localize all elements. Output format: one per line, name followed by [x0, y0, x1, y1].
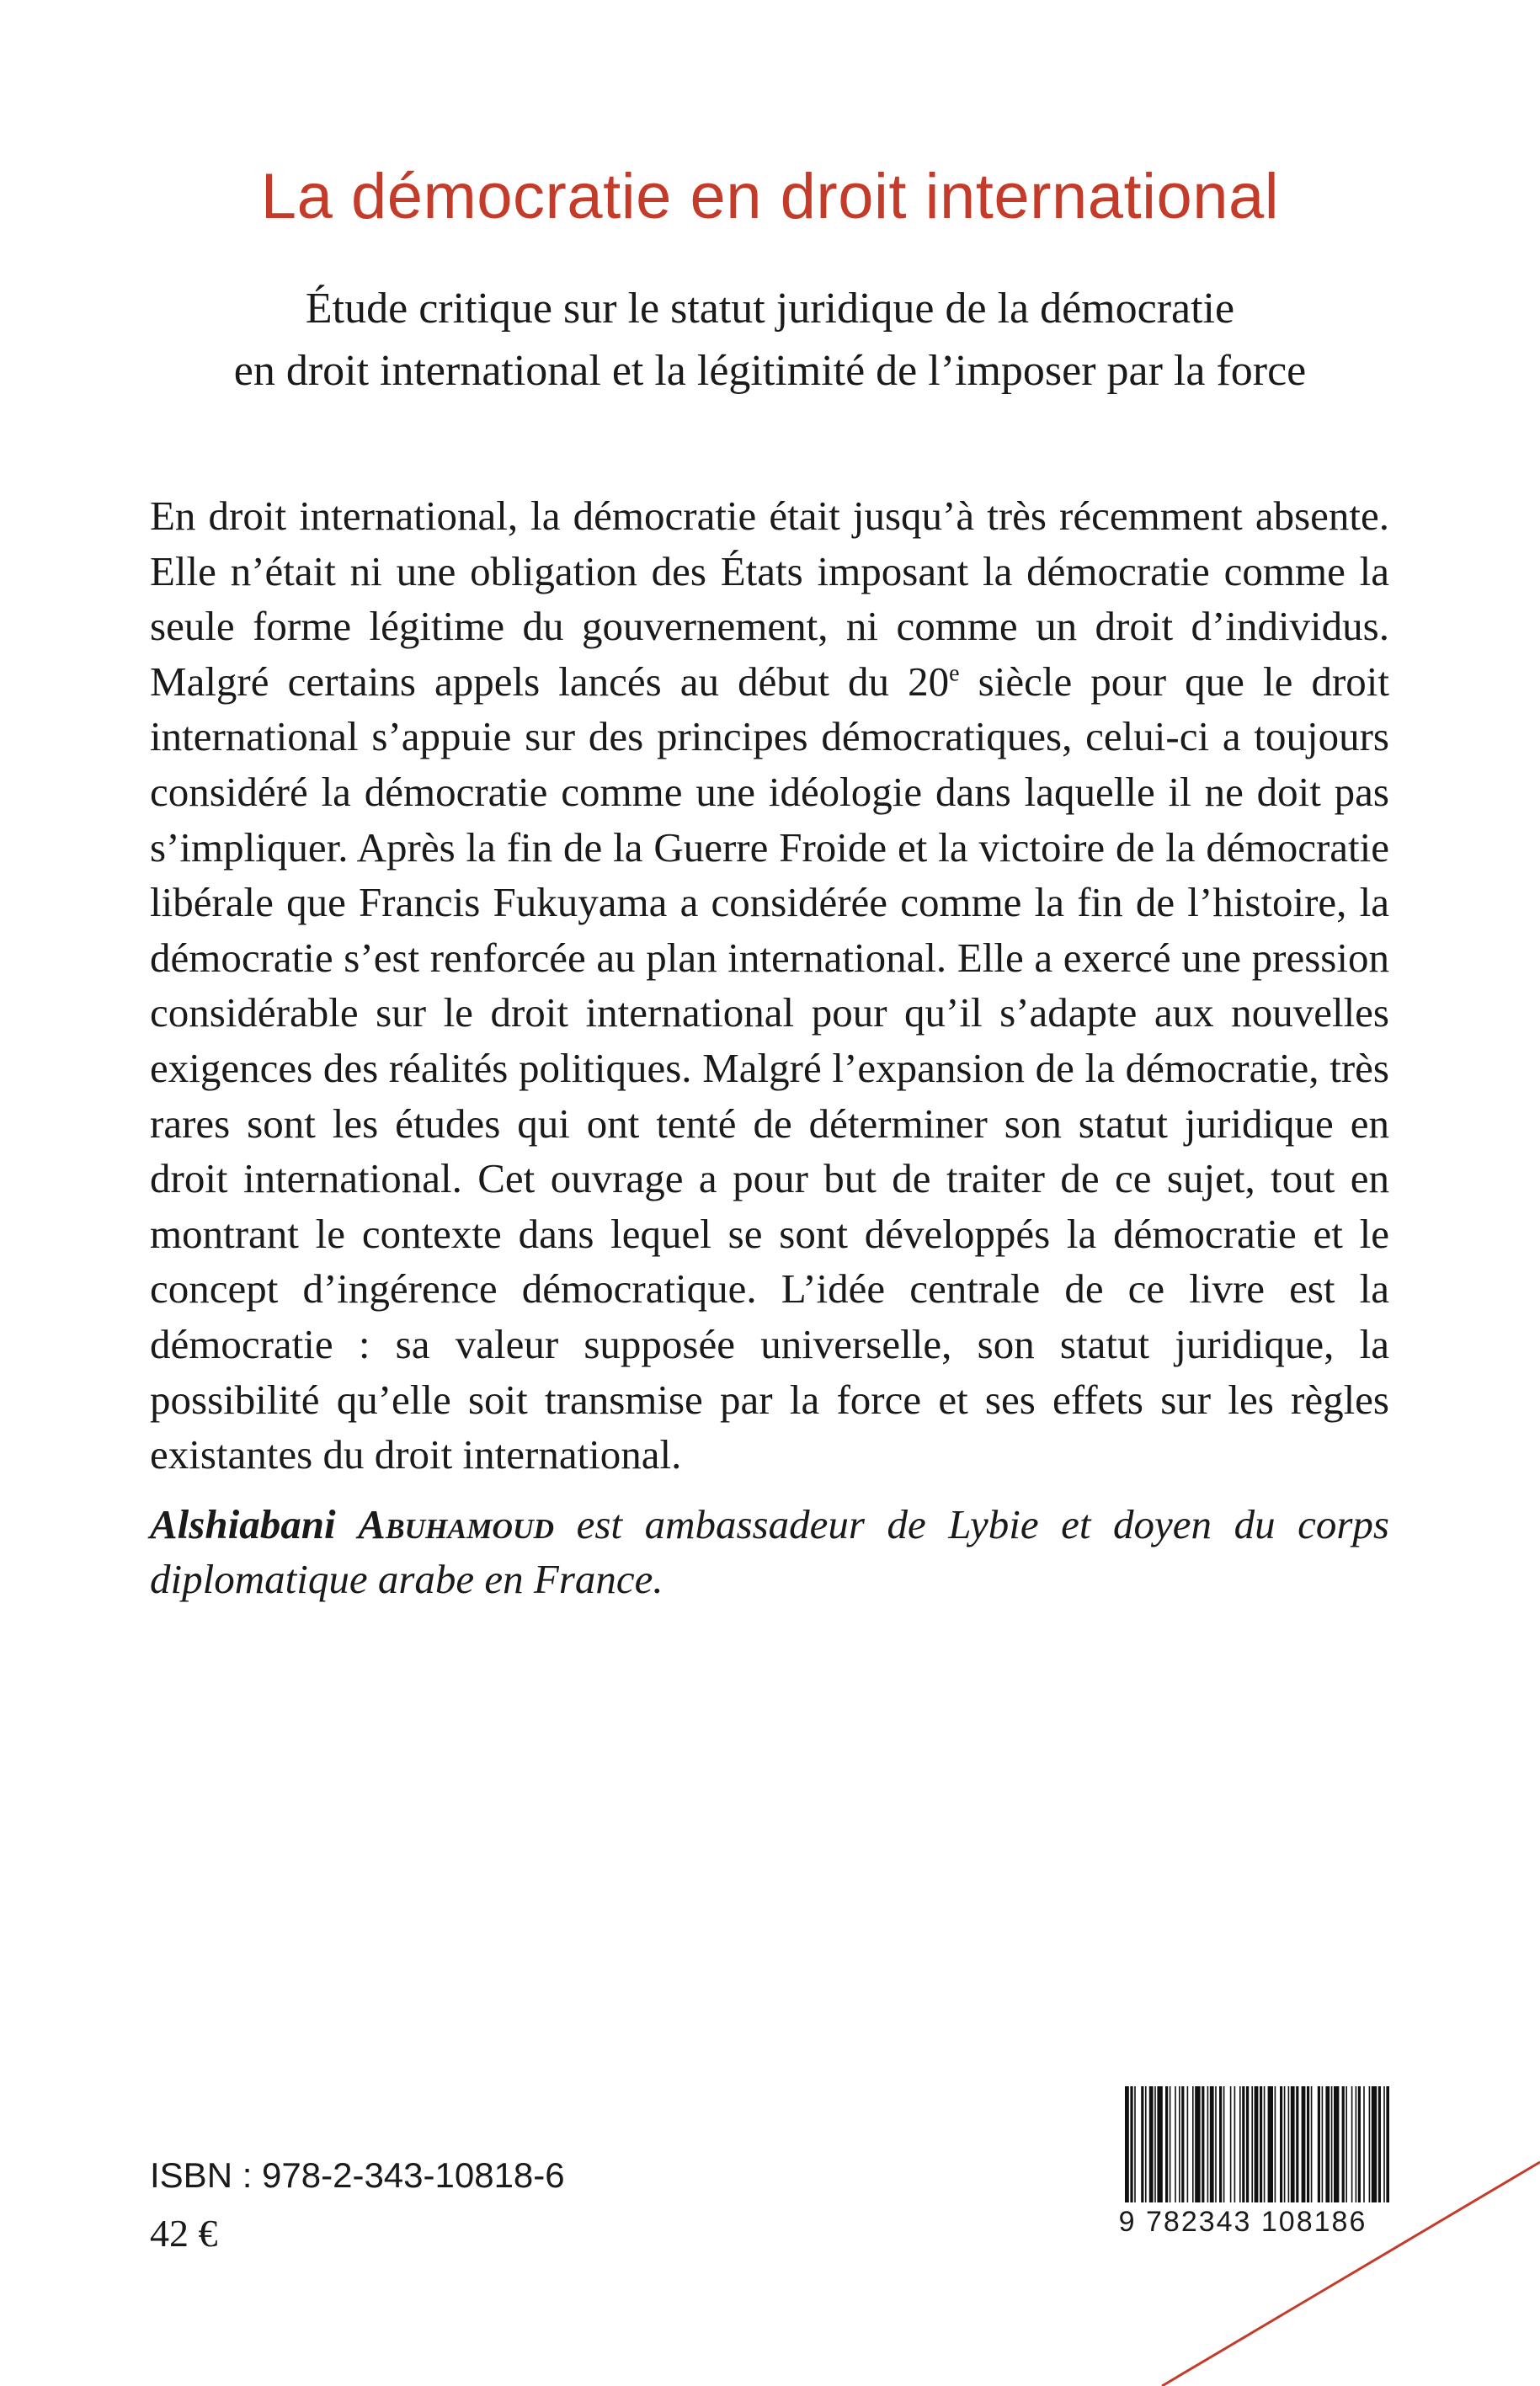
subtitle-line-1: Étude critique sur le statut juridique de la démocratie — [305, 285, 1235, 333]
author-bio-text: est ambassadeur de Lybie et doyen du corps diplomatique arabe en France. — [150, 1501, 1389, 1602]
subtitle-line-2: en droit international et la légitimité de l’imposer par la force — [233, 347, 1307, 395]
summary-part-2: siècle pour que le droit international s’appuie sur des principes démocratiques, celui-ci a toujours considéré la démocratie comme une idéologie dans laquelle il ne doit pas s’impliquer. Après la fin de la Guerre Froide et la victoire de la démocratie libérale que Francis Fukuyama a considérée comme la fin de l’histoire, la démocratie s’est renforcée au plan international. Elle a exercé une pression considérable sur le droit international pour qu’il s’adapte aux nouvelles exigences des réalités politiques. Malgré l’expansion de la démocratie, très rares sont les études qui ont tenté de déterminer son statut juridique en droit international. Cet ouvrage a pour but de traiter de ce sujet, tout en montrant le contexte dans lequel se sont développés la démocratie et le concept d’ingérence démocratique. L’idée centrale de ce livre est la démocratie : sa valeur supposée universelle, son statut juridique, la possibilité qu’elle soit transmise par la force et ses effets sur les règles existantes du droit international. — [150, 658, 1389, 1478]
summary-part-1: En droit international, la démocratie était jusqu’à très récemment absente. Elle n’était ni une obligation des États imposant la démocratie comme la seule forme légitime du gouvernement, ni comme un droit d’individus. Malgré certains appels lancés au début du 20 — [150, 493, 1389, 705]
isbn-label: ISBN : 978-2-343-10818-6 — [150, 2155, 565, 2195]
barcode-number: 9 782343 108186 — [1118, 2206, 1367, 2238]
author-last-name: Abuhamoud — [358, 1501, 555, 1547]
summary-superscript: e — [949, 660, 960, 687]
author-first-name: Alshiabani — [150, 1501, 336, 1547]
price-label: 42 € — [150, 2212, 218, 2255]
book-title: La démocratie en droit international — [260, 161, 1280, 232]
